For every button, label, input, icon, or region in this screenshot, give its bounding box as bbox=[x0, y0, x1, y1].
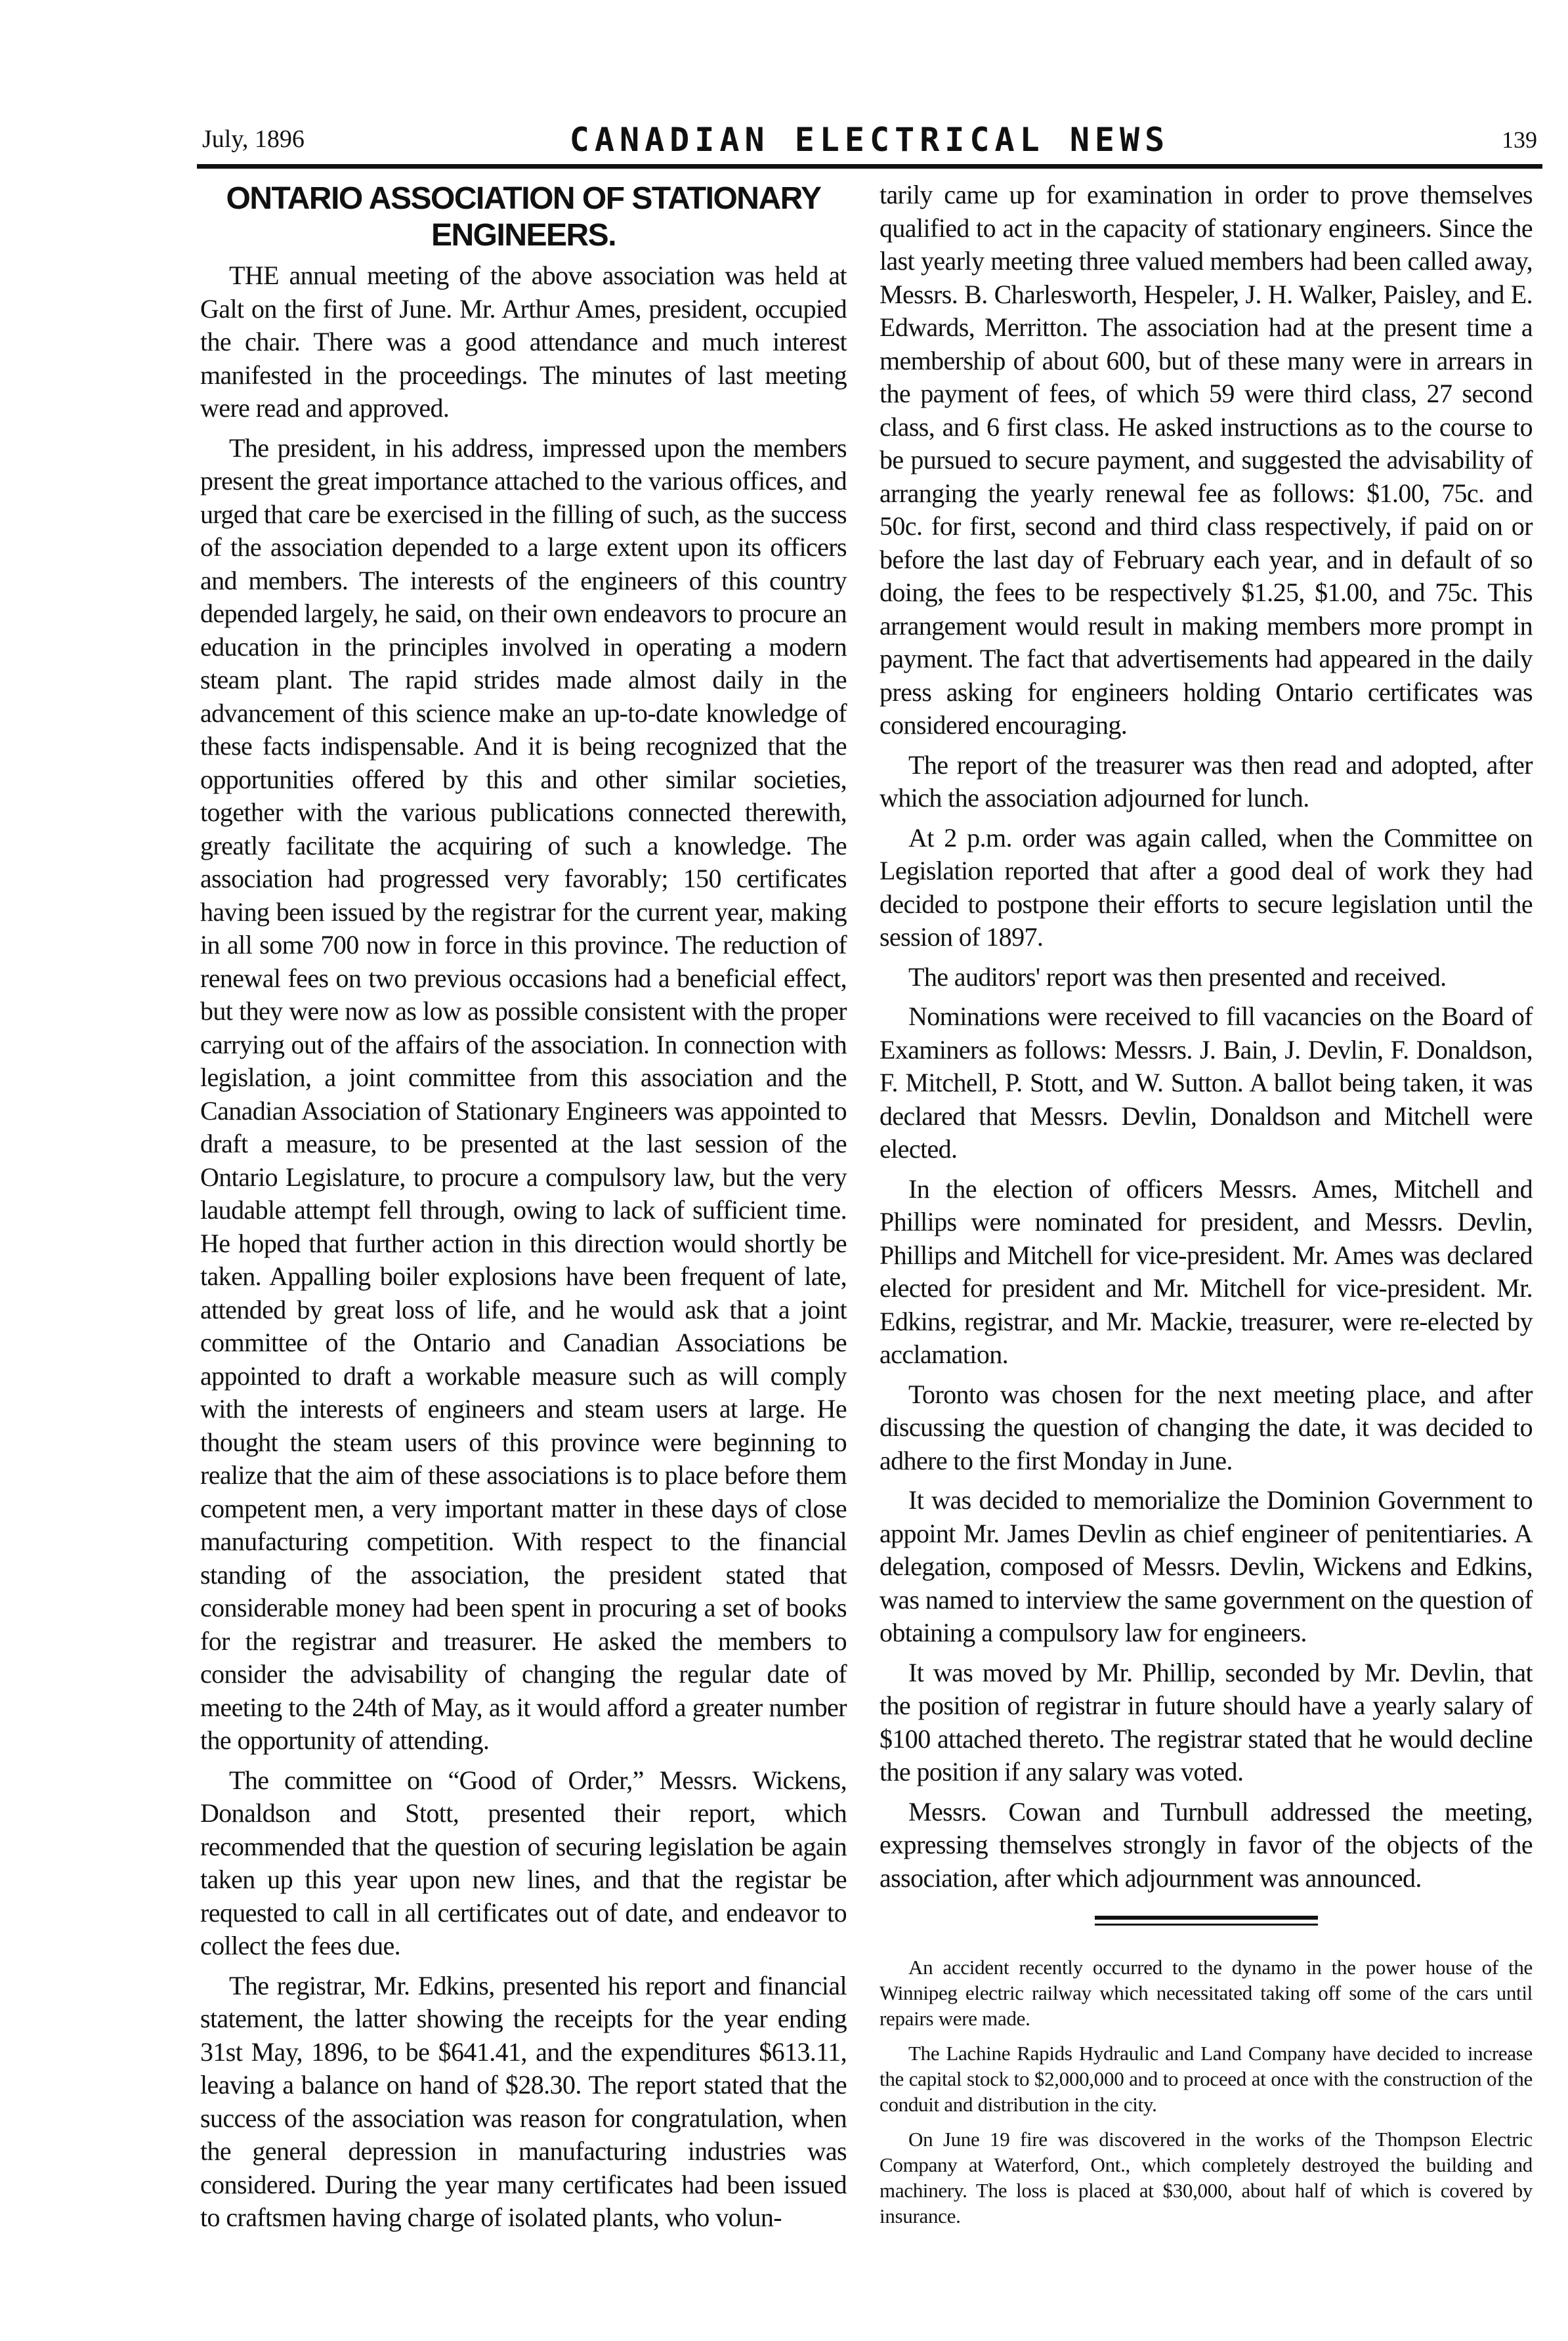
section-divider bbox=[1095, 1916, 1318, 1926]
article-paragraph: It was decided to memorialize the Dominion Government to appoint Mr. James Devlin as chief engineer of penitentiaries. A delegation, composed of Messrs. Devlin, Wickens and Edkins, was named to interview the same government on the question of obtaining a compulsory law for engineers. bbox=[879, 1485, 1533, 1647]
article-title: ONTARIO ASSOCIATION OF STATIONARY ENGINEERS. bbox=[226, 181, 821, 253]
news-note: The Lachine Rapids Hydraulic and Land Company have decided to increase the capital stock to $2,000,000 and to proceed at once with the construction of the conduit and distribution in the city. bbox=[879, 2042, 1533, 2116]
article-paragraph: At 2 p.m. order was again called, when the Committee on Legislation reported that after a good deal of work they had decided to postpone their efforts to secure legislation until the session of 1897. bbox=[879, 822, 1533, 952]
article-paragraph: The committee on “Good of Order,” Messrs. Wickens, Donaldson and Stott, presented their report, which recommended that the question of securing legislation be again taken up this year upon new lines, and that the registar be requested to call in all certificates out of date, and endeavor to collect the fees due. bbox=[200, 1765, 847, 1960]
article-paragraph: The president, in his address, impressed upon the members present the great importance attached to the various offices, and urged that care be exercised in the filling of such, as the success of the association depended to a large extent upon its officers and members. The interests of the engineers of this country depended largely, he said, on their own endeavors to procure an education in the principles involved in operating a modern steam plant. The rapid strides made almost daily in the advancement of this science make an up-to-date knowledge of these facts indispensable. And it is being recognized that the opportunities offered by this and other similar societies, together with the various publications connected therewith, greatly facilitate the acquiring of such a knowledge. The association had progressed very favorably; 150 certificates having been issued by the registrar for the current year, making in all some 700 now in force in this province. The reduction of renewal fees on two previous occasions had a beneficial effect, but they were now as low as possible consistent with the proper carrying out of the affairs of the association. In connection with legislation, a joint committee from this association and the Canadian Association of Stationary Engineers was appointed to draft a measure, to be presented at the last session of the Ontario Legislature, to procure a compulsory law, but the very laudable attempt fell through, owing to lack of sufficient time. He hoped that further action in this direction would shortly be taken. Appalling boiler explosions have been frequent of late, attended by great loss of life, and he would ask that a joint committee of the Ontario and Canadian Associations be appointed to draft a workable measure such as will comply with the interests of engineers and steam users at large. He thought the steam users of this province were beginning to realize that the aim of these associations is to place before them competent men, a very important matter in these days of close manufacturing competition. With respect to the financial standing of the association, the president stated that considerable money had been spent in procuring a set of books for the registrar and treasurer. He asked the members to consider the advisability of changing the regular date of meeting to the 24th of May, as it would afford a greater number the opportunity of attending. bbox=[200, 432, 847, 1755]
issue-date: July, 1896 bbox=[202, 125, 305, 153]
article-paragraph: It was moved by Mr. Phillip, seconded by Mr. Devlin, that the position of registrar in future should have a yearly salary of $100 attached thereto. The registrar stated that he would decline the position if any salary was voted. bbox=[879, 1657, 1533, 1786]
article-paragraph: In the election of officers Messrs. Ames, Mitchell and Phillips were nominated for president, and Messrs. Devlin, Phillips and Mitchell for vice-president. Mr. Ames was declared elected for president and Mr. Mitchell for vice-president. Mr. Edkins, registrar, and Mr. Mackie, treasurer, were re-elected by acclamation. bbox=[879, 1173, 1533, 1369]
left-column bbox=[200, 180, 847, 2241]
page-number: 139 bbox=[1502, 127, 1537, 153]
article-paragraph: The auditors' report was then presented and received. bbox=[908, 961, 1447, 992]
article-paragraph: Toronto was chosen for the next meeting place, and after discussing the question of changing the date, it was decided to adhere to the first Monday in June. bbox=[879, 1379, 1533, 1475]
article-paragraph: THE annual meeting of the above association was held at Galt on the first of June. Mr. Arthur Ames, president, occupied the chair. There was a good attendance and much interest manifested in the proceedings. The minutes of last meeting were read and approved. bbox=[200, 261, 847, 423]
article-paragraph: The report of the treasurer was then read and adopted, after which the association adjourned for lunch. bbox=[879, 749, 1533, 812]
publication-title: CANADIAN ELECTRICAL NEWS bbox=[569, 121, 1170, 159]
article-paragraph: The registrar, Mr. Edkins, presented his report and financial statement, the latter showing the receipts for the year ending 31st May, 1896, to be $641.41, and the expenditures $613.11, leaving a balance on hand of $28.30. The report stated that the success of the association was reason for congratulation, when the general depression in manufacturing industries was considered. During the year many certificates had been issued to craftsmen having charge of isolated plants, who volun- bbox=[200, 1970, 847, 2232]
page-header bbox=[197, 118, 1542, 169]
right-column bbox=[879, 179, 1533, 2238]
news-note: On June 19 fire was discovered in the works of the Thompson Electric Company at Waterford, Ont., which completely destroyed the building and machinery. The loss is placed at $30,000, about half of which is covered by insurance. bbox=[879, 2128, 1533, 2227]
article-paragraph: Nominations were received to fill vacancies on the Board of Examiners as follows: Messrs. J. Bain, J. Devlin, F. Donaldson, F. Mitchell, P. Stott, and W. Sutton. A ballot being taken, it was declared that Messrs. Devlin, Donaldson and Mitchell were elected. bbox=[879, 1002, 1533, 1164]
article-paragraph: tarily came up for examination in order to prove themselves qualified to act in the capacity of stationary engineers. Since the last yearly meeting three valued members had been called away, Messrs. B. Charlesworth, Hespeler, J. H. Walker, Paisley, and E. Edwards, Merritton. The association had at the present time a membership of about 600, but of these many were in arrears in the payment of fees, of which 59 were third class, 27 second class, and 6 first class. He asked instructions as to the course to be pursued to secure payment, and suggested the advisability of arranging the yearly renewal fee as follows: $1.00, 75c. and 50c. for first, second and third class respectively, if paid on or before the last day of February each year, and in default of so doing, the fees to be respectively $1.25, $1.00, and 75c. This arrangement would result in making members more prompt in payment. The fact that advertisements had appeared in the daily press asking for engineers holding Ontario certificates was considered encouraging. bbox=[879, 180, 1533, 740]
news-notes bbox=[879, 1954, 1533, 2229]
article-paragraph: Messrs. Cowan and Turnbull addressed the meeting, expressing themselves strongly in favor of the objects of the association, after which adjournment was announced. bbox=[879, 1796, 1533, 1893]
news-note: An accident recently occurred to the dynamo in the power house of the Winnipeg electric railway which necessitated taking off some of the cars until repairs were made. bbox=[879, 1956, 1533, 2030]
